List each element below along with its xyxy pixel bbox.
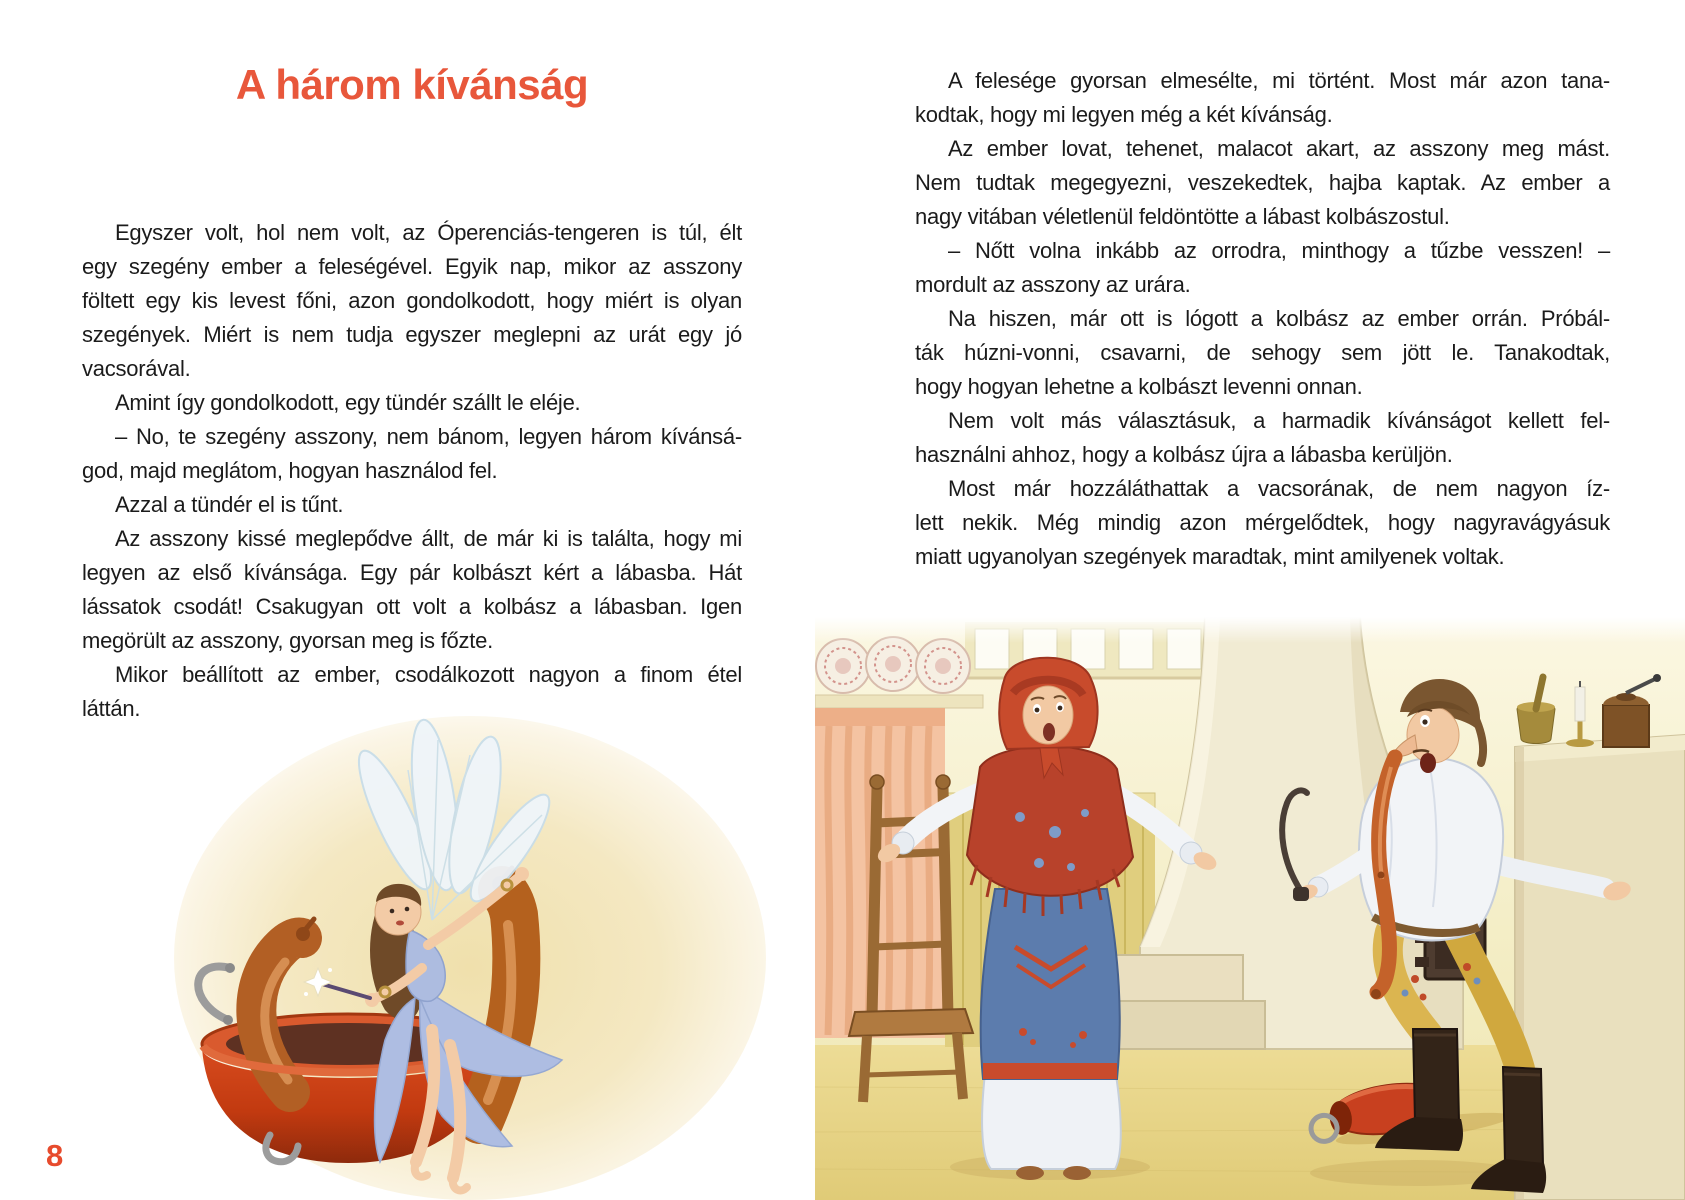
paragraph	[82, 420, 742, 488]
text-line: miatt ugyanolyan szegények maradtak, mint amilyenek voltak.	[915, 544, 1505, 569]
text-line: mordult az asszony az urára.	[915, 272, 1191, 297]
text-line: Most már hozzáláthattak a vacsorának, de nem nagyon íz-	[948, 476, 1610, 501]
text-line: Mikor beállított az ember, csodálkozott nagyon a finom étel	[115, 662, 742, 687]
text-line: A felesége gyorsan elmesélte, mi történt. Most már azon tana-	[948, 68, 1610, 93]
text-line: – No, te szegény asszony, nem bánom, legyen három kívánsá-	[115, 424, 742, 449]
paragraph	[82, 488, 742, 522]
text-line: egy szegény ember a feleségével. Egyik nap, mikor az asszony	[82, 254, 742, 279]
decorative-plates	[815, 637, 983, 708]
woman-apron	[981, 889, 1120, 1079]
paragraph	[915, 234, 1610, 302]
text-line: – Nőtt volna inkább az orrodra, minthogy a tűzbe vesszen! –	[948, 238, 1610, 263]
text-line: Nem tudtak megegyezni, veszekedtek, hajba kaptak. Az ember a	[915, 170, 1610, 195]
text-line: használni ahhoz, hogy a kolbász újra a lábasba kerüljön.	[915, 442, 1453, 467]
text-line: god, majd meglátom, hogyan használod fel.	[82, 458, 498, 483]
text-line: láttán.	[82, 696, 141, 721]
text-line: megörült az asszony, gyorsan meg is főzte.	[82, 628, 493, 653]
text-line: kodtak, hogy mi legyen még a két kívánság.	[915, 102, 1333, 127]
text-line: Na hiszen, már ott is lógott a kolbász az ember orrán. Próbál-	[948, 306, 1610, 331]
text-line: föltett egy kis levest főni, azon gondolkodott, hogy miért is olyan	[82, 288, 742, 313]
paragraph	[82, 522, 742, 658]
paragraph	[915, 132, 1610, 234]
text-line: Nem volt más választásuk, a harmadik kívánságot kellett fel-	[948, 408, 1610, 433]
page-title: A három kívánság	[235, 61, 589, 108]
paragraph	[915, 472, 1610, 574]
text-line: vacsorával.	[82, 356, 191, 381]
fairy-illustration	[170, 700, 770, 1200]
kitchen-illustration	[815, 617, 1685, 1200]
left-text-column	[82, 216, 742, 726]
text-line: Azzal a tündér el is tűnt.	[115, 492, 344, 517]
text-line: Az asszony kissé meglepődve állt, de már ki is találta, hogy mi	[115, 526, 742, 551]
paragraph	[915, 404, 1610, 472]
paragraph	[915, 64, 1610, 132]
text-line: legyen az első kívánsága. Egy pár kolbászt kért a lábasba. Hát	[82, 560, 742, 585]
text-line: ták húzni-vonni, csavarni, de sehogy sem jött le. Tanakodtak,	[915, 340, 1610, 365]
text-line: Amint így gondolkodott, egy tündér szállt le eléje.	[115, 390, 581, 415]
text-line: hogy hogyan lehetne a kolbászt levenni onnan.	[915, 374, 1363, 399]
text-line: lássatok csodát! Csakugyan ott volt a kolbász a lábasban. Igen	[82, 594, 742, 619]
paragraph	[82, 386, 742, 420]
right-text-column	[915, 64, 1610, 574]
page-number: 8	[46, 1138, 64, 1173]
paragraph	[915, 302, 1610, 404]
text-line: nagy vitában véletlenül feldöntötte a lábast kolbászostul.	[915, 204, 1450, 229]
text-line: lett nekik. Még mindig azon mérgelődtek, hogy nagyravágyásuk	[915, 510, 1610, 535]
text-line: szegények. Miért is nem tudja egyszer meglepni az urát egy jó	[82, 322, 742, 347]
text-line: Egyszer volt, hol nem volt, az Óperenciás-tengeren is túl, élt	[115, 220, 742, 245]
paragraph	[82, 216, 742, 386]
text-line: Az ember lovat, tehenet, malacot akart, az asszony meg mást.	[948, 136, 1610, 161]
